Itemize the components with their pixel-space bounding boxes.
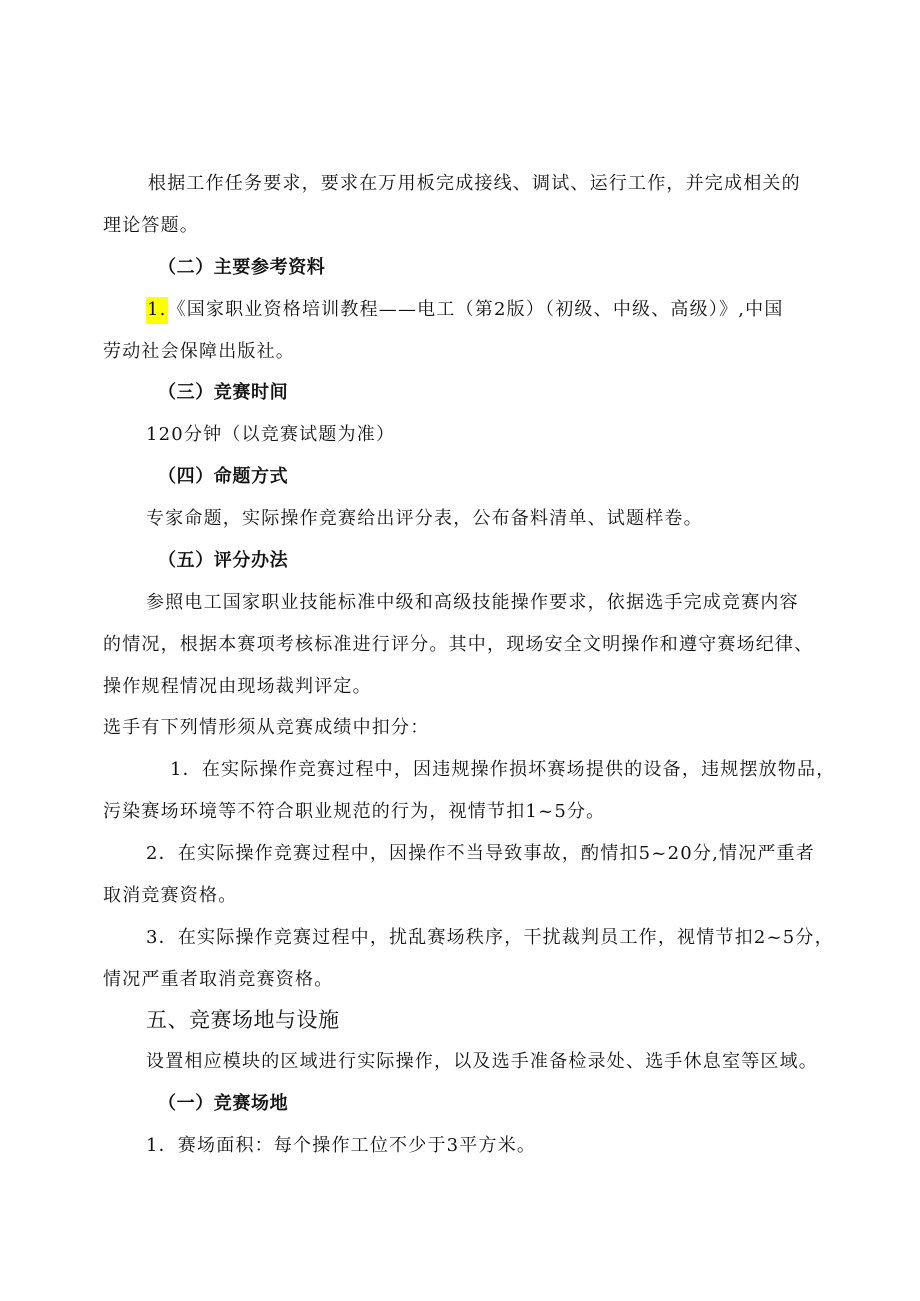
question-method-text: 专家命题，实际操作竞赛给出评分表，公布备料清单、试题样卷。 <box>146 508 703 529</box>
venue-paragraph: 设置相应模块的区域进行实际操作，以及选手准备检录处、选手休息室等区域。 <box>146 1051 818 1072</box>
venue-area-text: 1．赛场面积：每个操作工位不少于3平方米。 <box>146 1135 537 1156</box>
reference-item-1 <box>146 298 784 322</box>
deduction-intro: 选手有下列情形须从竞赛成绩中扣分： <box>103 717 430 738</box>
reference-title: 《国家职业资格培训教程——电工（第2版）（初级、中级、高级）》,中国 <box>167 299 784 320</box>
reference-item-1-line-2: 劳动社会保障出版社。 <box>103 341 295 362</box>
competition-time-text: 120分钟（以竞赛试题为准） <box>146 424 396 445</box>
scoring-paragraph-line-1: 参照电工国家职业技能标准中级和高级技能操作要求，依据选手完成竞赛内容 <box>146 592 799 613</box>
task-paragraph-line-2: 理论答题。 <box>103 215 199 236</box>
heading-question-method: （四）命题方式 <box>158 466 289 487</box>
deduction-item-2-line-1: 2．在实际操作竞赛过程中，因操作不当导致事故，酌情扣5~20分,情况严重者 <box>146 843 816 864</box>
deduction-item-3-line-2: 情况严重者取消竞赛资格。 <box>103 969 334 990</box>
deduction-item-1-line-2: 污染赛场环境等不符合职业规范的行为，视情节扣1~5分。 <box>103 801 606 822</box>
task-paragraph-line-1: 根据工作任务要求，要求在万用板完成接线、调试、运行工作，并完成相关的 <box>148 173 801 194</box>
scoring-paragraph-line-2: 的情况，根据本赛项考核标准进行评分。其中，现场安全文明操作和遵守赛场纪律、 <box>103 634 814 655</box>
heading-venue-and-facilities: 五、竞赛场地与设施 <box>146 1008 340 1032</box>
scoring-paragraph-line-3: 操作规程情况由现场裁判评定。 <box>103 676 372 697</box>
heading-scoring-method: （五）评分办法 <box>158 550 289 571</box>
deduction-item-2-line-2: 取消竞赛资格。 <box>103 885 238 906</box>
heading-competition-time: （三）竞赛时间 <box>158 382 289 403</box>
highlighted-list-number: 1. <box>146 297 168 324</box>
deduction-item-3-line-1: 3．在实际操作竞赛过程中，扰乱赛场秩序，干扰裁判员工作，视情节扣2~5分， <box>146 927 834 948</box>
heading-references: （二）主要参考资料 <box>158 257 326 278</box>
deduction-item-1-line-1: 1．在实际操作竞赛过程中，因违规操作损坏赛场提供的设备，违规摆放物品， <box>170 759 836 780</box>
heading-competition-venue: （一）竞赛场地 <box>158 1093 289 1114</box>
